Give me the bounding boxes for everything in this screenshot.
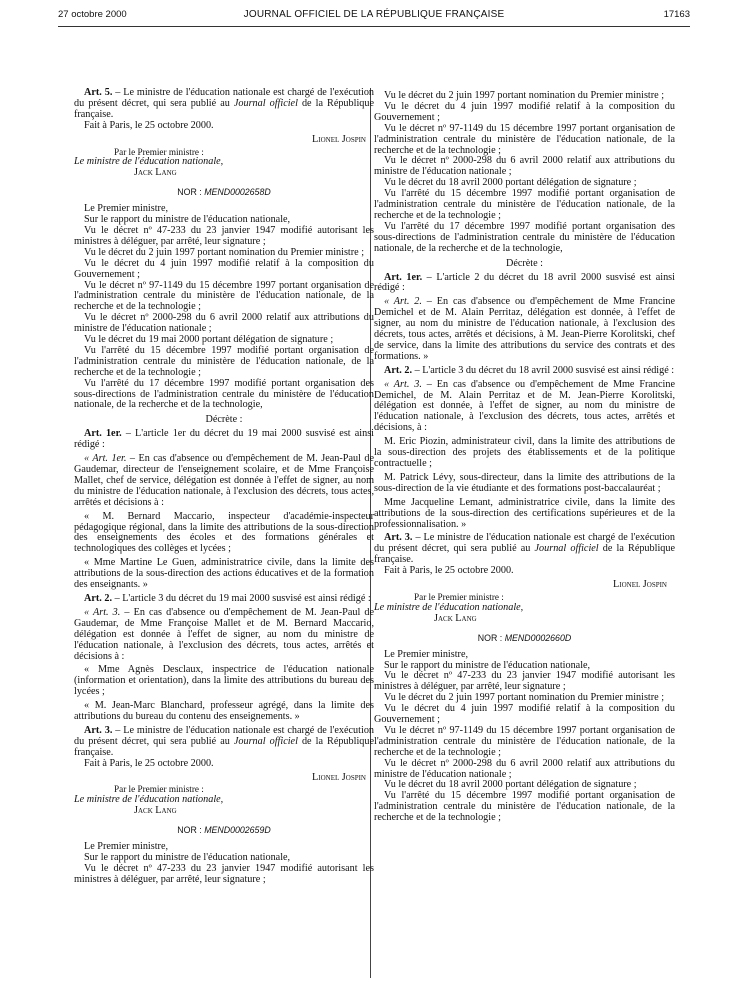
delegate-paragraph: « Mme Martine Le Guen, administratrice civile, dans la limite des attributions de la sous-direction des actions éducatives et de la formation des enseignants. » [74, 557, 374, 591]
article-3 [374, 533, 675, 566]
article-1 [374, 273, 675, 295]
article-1 [74, 429, 374, 451]
fait-line: Fait à Paris, le 25 octobre 2000. [84, 119, 214, 131]
decrete-heading: Décrète : [505, 257, 544, 269]
visa: Vu l'arrêté du 15 décembre 1997 modifié portant organisation de l'administration centrale du ministère de l'éducation nationale, de la recherche et de la technologie ; [374, 188, 675, 221]
article-label: Art. 5. [84, 87, 113, 98]
visa: Vu le décret nº 97-1149 du 15 décembre 1997 portant organisation de l'administration centrale du ministère de l'éducation nationale, de la recherche et de la technologie ; [74, 279, 374, 313]
signature-name: Lionel Jospin [312, 771, 366, 783]
left-column [74, 88, 374, 886]
article-text: – Le ministre de l'éducation nationale est chargé de l'exécution du présent décret, qui sera publié au [74, 87, 375, 109]
minister-name: Jack Lang [134, 167, 177, 179]
visa: Vu le décret du 2 juin 1997 portant nomination du Premier ministre ; [384, 90, 665, 101]
visa: Vu le décret nº 47-233 du 23 janvier 1947 modifié autorisant les ministres à déléguer, par arrêté, leur signature ; [74, 224, 374, 247]
fait-line: Fait à Paris, le 25 octobre 2000. [384, 565, 514, 577]
quoted-article [374, 380, 675, 435]
par-premier-ministre: Par le Premier ministre : [414, 591, 504, 602]
nor-label: NOR : [177, 825, 205, 836]
visa: Vu le décret du 4 juin 1997 modifié relatif à la composition du Gouvernement ; [74, 257, 374, 280]
nor-code: MEND0002660D [504, 632, 572, 643]
quoted-article [74, 608, 374, 663]
minister-title: Le ministre de l'éducation nationale, [74, 156, 224, 168]
visa: Vu le décret du 2 juin 1997 portant nomination du Premier ministre ; [384, 692, 665, 704]
nor-label: NOR : [177, 187, 205, 198]
quoted-article [74, 454, 374, 509]
signature-name: Lionel Jospin [613, 579, 667, 591]
visa: Vu le décret nº 2000-298 du 6 avril 2000 relatif aux attributions du ministre de l'éducation nationale ; [374, 155, 675, 178]
article-text: – L'article 2 du décret du 18 avril 2000 susvisé est ainsi rédigé : [374, 271, 675, 294]
delegate-paragraph: M. Eric Piozin, administrateur civil, dans la limite des attributions de la sous-direction des projets des établissements et de la politique contractuelle ; [374, 436, 675, 469]
article-label: Art. 2. [84, 592, 113, 604]
article-text: – Le ministre de l'éducation nationale est chargé de l'exécution du présent décret, qui sera publié au [74, 724, 375, 747]
article-text: – L'article 3 du décret du 19 mai 2000 susvisé est ainsi rédigé : [112, 592, 371, 604]
delegate-paragraph: « M. Jean-Marc Blanchard, professeur agrégé, dans la limite des attributions du bureau du contenu des enseignements. » [74, 700, 374, 723]
visa: Vu le décret du 18 avril 2000 portant délégation de signature ; [384, 177, 637, 189]
visa: Vu le décret nº 47-233 du 23 janvier 1947 modifié autorisant les ministres à déléguer, par arrêté, leur signature ; [74, 862, 374, 885]
article-text: – L'article 3 du décret du 18 avril 2000 susvisé est ainsi rédigé : [412, 364, 675, 376]
visa: Vu l'arrêté du 15 décembre 1997 modifié portant organisation de l'administration centrale du ministère de l'éducation nationale, de la recherche et de la technologie ; [374, 790, 675, 824]
nor-reference [374, 633, 675, 644]
quoted-label: « Art. 1er. [84, 453, 127, 465]
visa: Vu le décret nº 97-1149 du 15 décembre 1997 portant organisation de l'administration centrale du ministère de l'éducation nationale, de la recherche et de la technologie ; [374, 724, 675, 758]
delegate-paragraph: « Mme Agnès Desclaux, inspectrice de l'éducation nationale (information et orientation), dans la limite des attributions du bureau des lycées ; [74, 664, 374, 698]
article-text-end: de la République française. [74, 735, 374, 758]
quoted-label: « Art. 3. [84, 606, 121, 618]
rapport-line: Sur le rapport du ministre de l'éducation nationale, [384, 659, 591, 671]
journal-ref: Journal officiel [233, 97, 298, 109]
signature-name: Lionel Jospin [312, 133, 366, 145]
visa: Vu l'arrêté du 17 décembre 1997 modifié portant organisation des sous-directions de l'administration centrale du ministère de l'éducation nationale, de la recherche et de la technologie, [374, 220, 675, 254]
visa: Vu le décret du 2 juin 1997 portant nomination du Premier ministre ; [84, 246, 365, 258]
delegate-paragraph: « M. Bernard Maccario, inspecteur d'académie-inspecteur pédagogique régional, dans la limite des attributions de la sous-direction des enseignements des écoles et des formations générales et technologiques des collèges et lycées ; [74, 510, 374, 555]
premier-ministre: Le Premier ministre, [384, 648, 469, 660]
nor-code: MEND0002659D [204, 825, 271, 836]
journal-ref: Journal officiel [534, 543, 599, 555]
header-rule [58, 26, 690, 27]
nor-label: NOR : [477, 632, 505, 643]
nor-reference [74, 825, 374, 836]
visa: Vu le décret du 4 juin 1997 modifié relatif à la composition du Gouvernement ; [374, 703, 675, 726]
right-column [374, 91, 675, 824]
rapport-line: Sur le rapport du ministre de l'éducation nationale, [84, 852, 291, 863]
minister-name: Jack Lang [134, 805, 177, 817]
quoted-article [374, 297, 675, 362]
par-premier-ministre: Par le Premier ministre : [114, 146, 204, 157]
visa: Vu l'arrêté du 15 décembre 1997 modifié portant organisation de l'administration centrale du ministère de l'éducation nationale, de la recherche et de la technologie ; [74, 344, 374, 378]
page-header [58, 10, 690, 24]
issue-date: 27 octobre 2000 [58, 9, 127, 20]
premier-ministre: Le Premier ministre, [84, 203, 169, 215]
quoted-text: – En cas d'absence ou d'empêchement de M. Jean-Paul de Gaudemar, de Mme Françoise Mallet et de M. Bernard Maccario, délégation est donnée à l'effet de signer, au nom du ministre de l'éducation nationale, à l'exclusion des décrets, tous actes, arrêtés et décisions à : [74, 606, 374, 662]
rapport-line: Sur le rapport du ministre de l'éducation nationale, [84, 214, 291, 226]
article-5 [74, 88, 374, 121]
article-label: Art. 3. [84, 724, 113, 736]
quoted-text: – En cas d'absence ou d'empêchement de Mme Francine Demichel et de M. Alain Perritaz, délégation est donnée, à l'effet de signer, au nom du ministre de l'éducation nationale, à l'exclusion des décrets, tous actes, arrêtés et décisions, à M. Jean-Pierre Korolitski, chef de service, dans la limite des attributions du service des contrats et des formations. » [374, 296, 675, 362]
quoted-text: – En cas d'absence ou d'empêchement de Mme Francine Demichel, de M. Alain Perritaz et de M. Jean-Pierre Korolitski, délégation est donnée, à l'effet de signer, au nom du ministre de l'éducation nationale, à l'exclusion des décrets, tous actes, arrêtés et décisions, à : [374, 378, 675, 434]
article-label: Art. 1er. [384, 271, 423, 283]
nor-reference [74, 187, 374, 198]
par-premier-ministre: Par le Premier ministre : [114, 784, 204, 795]
decrete-heading: Décrète : [205, 414, 243, 426]
fait-line: Fait à Paris, le 25 octobre 2000. [84, 757, 214, 769]
article-2 [74, 594, 374, 605]
visa: Vu le décret nº 97-1149 du 15 décembre 1997 portant organisation de l'administration centrale du ministère de l'éducation nationale, de la recherche et de la technologie ; [374, 122, 675, 156]
page-number: 17163 [663, 9, 690, 20]
article-2 [374, 366, 675, 377]
journal-ref: Journal officiel [233, 735, 298, 747]
visa: Vu l'arrêté du 17 décembre 1997 modifié portant organisation des sous-directions de l'administration centrale du ministère de l'éducation nationale, de la recherche et de la technologie, [74, 377, 374, 411]
visa: Vu le décret nº 47-233 du 23 janvier 1947 modifié autorisant les ministres à déléguer, par arrêté, leur signature ; [374, 670, 675, 693]
delegate-paragraph: M. Patrick Lévy, sous-directeur, dans la limite des attributions de la sous-direction de la vie étudiante et des formations post-baccalauréat ; [374, 471, 675, 494]
article-label: Art. 2. [384, 364, 413, 376]
article-label: Art. 1er. [84, 428, 122, 440]
minister-name: Jack Lang [434, 612, 477, 624]
visa: Vu le décret du 4 juin 1997 modifié relatif à la composition du Gouvernement ; [374, 100, 675, 123]
article-text: – L'article 1er du décret du 19 mai 2000 susvisé est ainsi rédigé : [74, 428, 374, 451]
quoted-text: – En cas d'absence ou d'empêchement de M. Jean-Paul de Gaudemar, directeur de l'enseignement scolaire, et de Mme Françoise Mallet, chef de service, délégation est donnée à l'effet de signer, au nom du ministre de l'éducation nationale, à l'exclusion des décrets, tous actes, arrêtés et décisions à : [74, 453, 374, 508]
article-label: Art. 3. [384, 532, 413, 544]
nor-code: MEND0002658D [204, 187, 271, 198]
visa: Vu le décret du 18 avril 2000 portant délégation de signature ; [384, 779, 637, 791]
journal-title: JOURNAL OFFICIEL DE LA RÉPUBLIQUE FRANÇAISE [243, 9, 505, 20]
visa: Vu le décret nº 2000-298 du 6 avril 2000 relatif aux attributions du ministre de l'éducation nationale ; [374, 757, 675, 780]
minister-title: Le ministre de l'éducation nationale, [374, 601, 524, 613]
visa: Vu le décret nº 2000-298 du 6 avril 2000 relatif aux attributions du ministre de l'éducation nationale ; [74, 312, 374, 335]
premier-ministre: Le Premier ministre, [84, 841, 169, 853]
visa: Vu le décret du 19 mai 2000 portant délégation de signature ; [84, 334, 334, 346]
article-text-end: de la République française. [374, 543, 675, 566]
article-3 [74, 726, 374, 759]
quoted-label: « Art. 3. [384, 378, 422, 390]
quoted-label: « Art. 2. [384, 296, 422, 308]
delegate-paragraph: Mme Jacqueline Lemant, administratrice civile, dans la limite des attributions de la sous-direction des certifications supérieures et de la professionnalisation. » [374, 496, 675, 530]
article-text: – Le ministre de l'éducation nationale est chargé de l'exécution du présent décret, qui sera publié au [374, 532, 675, 555]
minister-title: Le ministre de l'éducation nationale, [74, 794, 224, 806]
article-text-end: de la République française. [74, 97, 374, 120]
